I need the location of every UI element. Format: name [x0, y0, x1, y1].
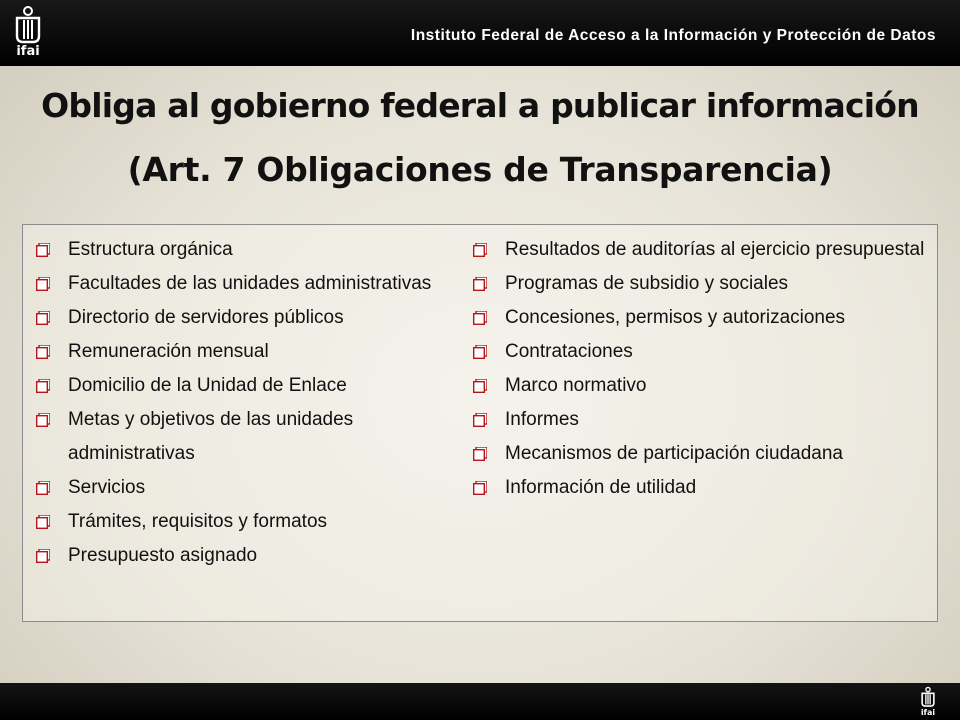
checkbox-bullet-icon: [473, 379, 487, 393]
list-item-text: Marco normativo: [505, 375, 647, 396]
list-item-text: Directorio de servidores públicos: [68, 307, 344, 328]
checkbox-bullet-icon: [473, 311, 487, 325]
ifai-emblem-icon: [13, 6, 43, 44]
obligations-list-left: [36, 233, 456, 573]
list-item: [36, 233, 456, 267]
checkbox-bullet-icon: [36, 549, 50, 563]
footer-bar: [0, 683, 960, 720]
slide-title: Obliga al gobierno federal a publicar información: [41, 86, 919, 125]
institute-name: Instituto Federal de Acceso a la Información y Protección de Datos: [410, 27, 936, 44]
checkbox-bullet-icon: [36, 413, 50, 427]
checkbox-bullet-icon: [36, 515, 50, 529]
list-item: [473, 369, 933, 403]
list-item-text: Resultados de auditorías al ejercicio presupuestal: [505, 239, 925, 260]
list-item-text: Informes: [505, 409, 579, 430]
list-item-text: Presupuesto asignado: [68, 545, 258, 566]
checkbox-bullet-icon: [473, 447, 487, 461]
ifai-emblem-icon: [920, 686, 936, 708]
header-bar: [0, 0, 960, 66]
checkbox-bullet-icon: [36, 243, 50, 257]
list-item-text: Información de utilidad: [505, 477, 697, 498]
ifai-logo: [8, 6, 48, 62]
list-item-text: Concesiones, permisos y autorizaciones: [505, 307, 846, 328]
list-item-text: Programas de subsidio y sociales: [505, 273, 789, 294]
list-item-text: Domicilio de la Unidad de Enlace: [68, 375, 347, 396]
checkbox-bullet-icon: [36, 481, 50, 495]
footer-logo-text: ifai: [920, 708, 936, 717]
checkbox-bullet-icon: [36, 379, 50, 393]
list-item: [36, 403, 456, 471]
checkbox-bullet-icon: [36, 311, 50, 325]
list-item: [36, 301, 456, 335]
list-item: [36, 471, 456, 505]
list-item-text: Trámites, requisitos y formatos: [68, 511, 328, 532]
checkbox-bullet-icon: [473, 243, 487, 257]
obligations-box: [22, 224, 938, 622]
list-item: [473, 267, 933, 301]
list-item-text: Remuneración mensual: [68, 341, 269, 362]
list-item: [473, 301, 933, 335]
list-item: [36, 505, 456, 539]
checkbox-bullet-icon: [36, 345, 50, 359]
list-item: [36, 335, 456, 369]
list-item-text: Mecanismos de participación ciudadana: [505, 443, 843, 464]
checkbox-bullet-icon: [473, 345, 487, 359]
list-item: [473, 471, 933, 505]
checkbox-bullet-icon: [473, 413, 487, 427]
logo-text: ifai: [16, 44, 40, 59]
list-item-text: Estructura orgánica: [68, 239, 233, 260]
footer-ifai-logo: [916, 686, 940, 720]
slide-subtitle: (Art. 7 Obligaciones de Transparencia): [127, 150, 833, 189]
list-item-text: Metas y objetivos de las unidades administrativas: [68, 409, 354, 464]
list-item: [36, 539, 456, 573]
checkbox-bullet-icon: [36, 277, 50, 291]
list-item: [473, 335, 933, 369]
list-item: [36, 267, 456, 301]
obligations-list-right: [473, 233, 933, 505]
list-item-text: Contrataciones: [505, 341, 633, 362]
checkbox-bullet-icon: [473, 481, 487, 495]
list-item: [473, 403, 933, 437]
checkbox-bullet-icon: [473, 277, 487, 291]
list-item-text: Servicios: [68, 477, 146, 498]
list-item: [36, 369, 456, 403]
list-item: [473, 437, 933, 471]
list-item: [473, 233, 933, 267]
list-item-text: Facultades de las unidades administrativas: [68, 273, 432, 294]
